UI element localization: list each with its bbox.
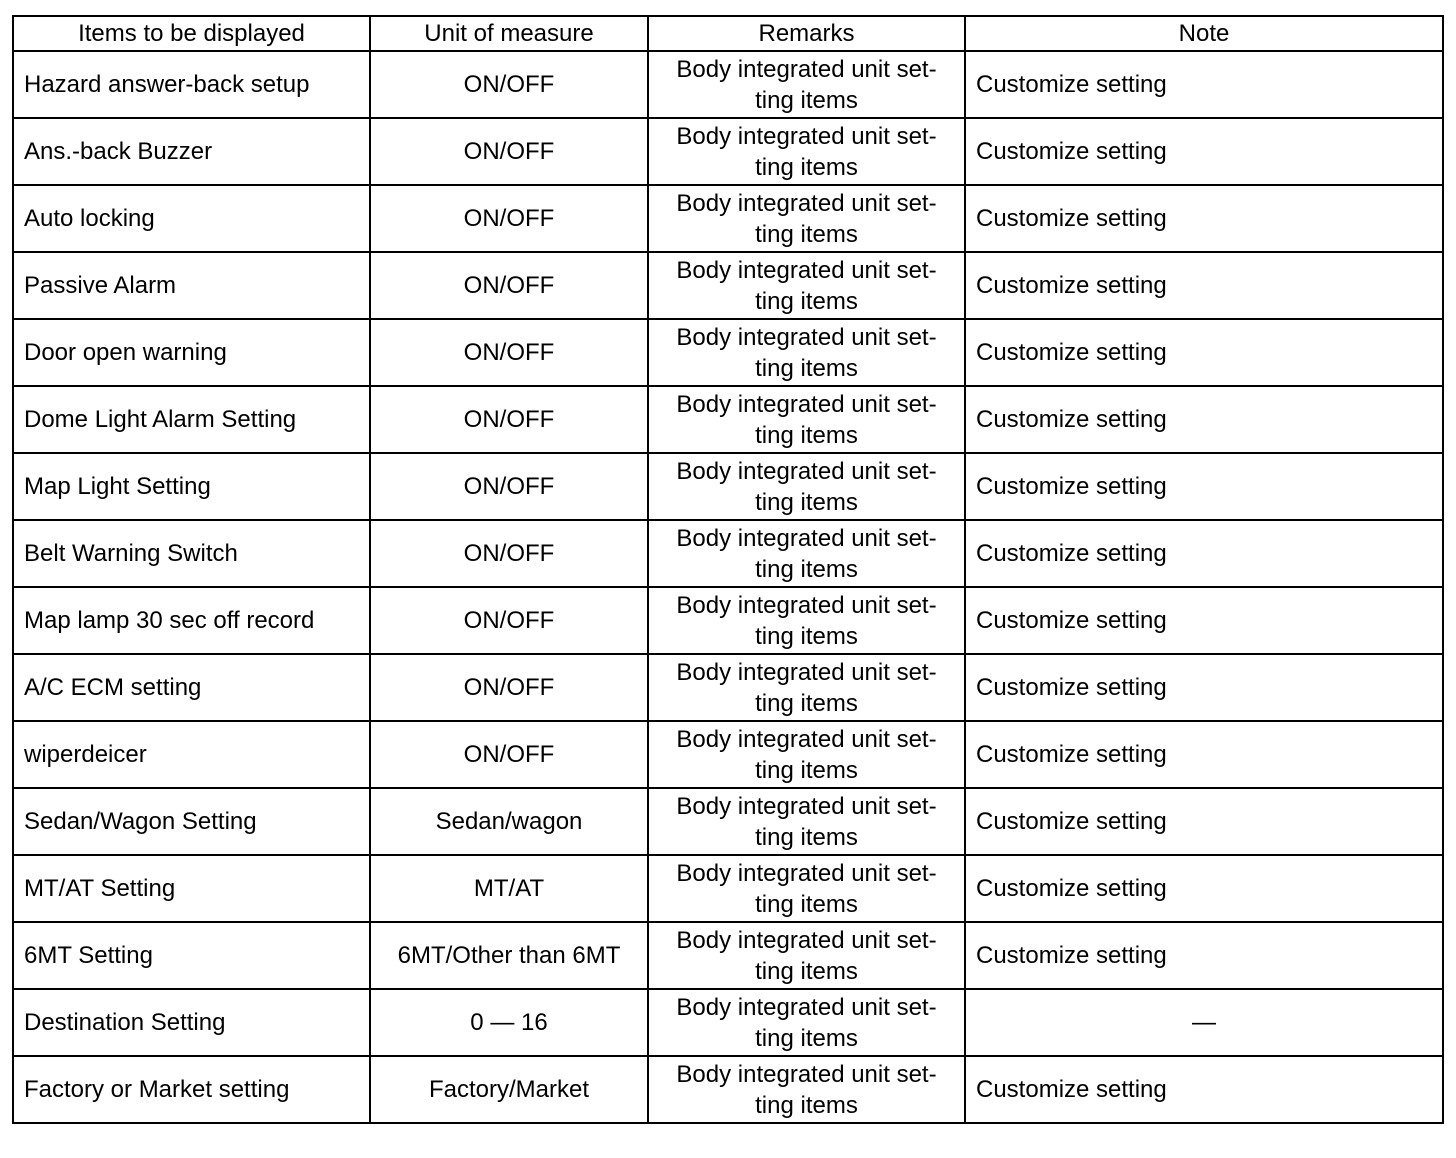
- remarks-cell: [648, 453, 965, 520]
- table-row: [13, 51, 1443, 118]
- table-row: [13, 587, 1443, 654]
- table-row: [13, 788, 1443, 855]
- remarks-cell: [648, 386, 965, 453]
- remarks-line: Body integrated unit set-: [676, 859, 937, 887]
- header-note: Note: [965, 16, 1443, 51]
- remarks-line: ting items: [755, 1024, 858, 1052]
- customize-settings-table: [12, 15, 1444, 1124]
- remarks-line: ting items: [755, 153, 858, 181]
- item-cell: 6MT Setting: [13, 922, 370, 989]
- note-cell: Customize setting: [965, 1056, 1443, 1123]
- table-row: [13, 185, 1443, 252]
- note-cell: Customize setting: [965, 520, 1443, 587]
- table-row: [13, 319, 1443, 386]
- item-cell: Belt Warning Switch: [13, 520, 370, 587]
- remarks-line: Body integrated unit set-: [676, 524, 937, 552]
- header-remarks: Remarks: [648, 16, 965, 51]
- unit-cell: ON/OFF: [370, 453, 648, 520]
- table-row: [13, 721, 1443, 788]
- unit-cell: ON/OFF: [370, 587, 648, 654]
- remarks-line: ting items: [755, 823, 858, 851]
- remarks-line: Body integrated unit set-: [676, 725, 937, 753]
- item-cell: Auto locking: [13, 185, 370, 252]
- item-cell: Hazard answer-back setup: [13, 51, 370, 118]
- table-row: [13, 118, 1443, 185]
- remarks-line: ting items: [755, 354, 858, 382]
- remarks-line: Body integrated unit set-: [676, 792, 937, 820]
- remarks-cell: [648, 185, 965, 252]
- table-row: [13, 1056, 1443, 1123]
- item-cell: Map lamp 30 sec off record: [13, 587, 370, 654]
- remarks-line: ting items: [755, 220, 858, 248]
- note-cell: Customize setting: [965, 654, 1443, 721]
- item-cell: A/C ECM setting: [13, 654, 370, 721]
- remarks-line: ting items: [755, 890, 858, 918]
- remarks-line: Body integrated unit set-: [676, 1060, 937, 1088]
- remarks-line: Body integrated unit set-: [676, 457, 937, 485]
- unit-cell: ON/OFF: [370, 51, 648, 118]
- note-cell: Customize setting: [965, 587, 1443, 654]
- item-cell: Destination Setting: [13, 989, 370, 1056]
- note-cell: Customize setting: [965, 922, 1443, 989]
- note-cell: Customize setting: [965, 386, 1443, 453]
- table-header: [13, 16, 1443, 51]
- note-cell: Customize setting: [965, 118, 1443, 185]
- unit-cell: Sedan/wagon: [370, 788, 648, 855]
- item-cell: Dome Light Alarm Setting: [13, 386, 370, 453]
- unit-cell: ON/OFF: [370, 319, 648, 386]
- unit-cell: ON/OFF: [370, 520, 648, 587]
- remarks-cell: [648, 118, 965, 185]
- unit-cell: 6MT/Other than 6MT: [370, 922, 648, 989]
- remarks-line: Body integrated unit set-: [676, 390, 937, 418]
- remarks-cell: [648, 922, 965, 989]
- remarks-line: Body integrated unit set-: [676, 323, 937, 351]
- remarks-cell: [648, 587, 965, 654]
- remarks-line: ting items: [755, 756, 858, 784]
- remarks-line: ting items: [755, 555, 858, 583]
- header-row: [13, 16, 1443, 51]
- remarks-cell: [648, 520, 965, 587]
- note-cell: Customize setting: [965, 788, 1443, 855]
- note-cell: Customize setting: [965, 252, 1443, 319]
- remarks-cell: [648, 51, 965, 118]
- remarks-cell: [648, 855, 965, 922]
- remarks-line: Body integrated unit set-: [676, 993, 937, 1021]
- note-cell: Customize setting: [965, 51, 1443, 118]
- remarks-line: ting items: [755, 421, 858, 449]
- remarks-line: ting items: [755, 1091, 858, 1119]
- remarks-line: Body integrated unit set-: [676, 122, 937, 150]
- remarks-line: ting items: [755, 622, 858, 650]
- unit-cell: Factory/Market: [370, 1056, 648, 1123]
- item-cell: wiperdeicer: [13, 721, 370, 788]
- table-row: [13, 386, 1443, 453]
- item-cell: Factory or Market setting: [13, 1056, 370, 1123]
- remarks-cell: [648, 721, 965, 788]
- remarks-cell: [648, 654, 965, 721]
- item-cell: Passive Alarm: [13, 252, 370, 319]
- table-row: [13, 453, 1443, 520]
- remarks-line: ting items: [755, 488, 858, 516]
- remarks-cell: [648, 1056, 965, 1123]
- item-cell: MT/AT Setting: [13, 855, 370, 922]
- table-body: [13, 51, 1443, 1123]
- unit-cell: 0 — 16: [370, 989, 648, 1056]
- table-row: [13, 520, 1443, 587]
- remarks-line: Body integrated unit set-: [676, 55, 937, 83]
- item-cell: Map Light Setting: [13, 453, 370, 520]
- item-cell: Door open warning: [13, 319, 370, 386]
- unit-cell: ON/OFF: [370, 185, 648, 252]
- table-row: [13, 922, 1443, 989]
- item-cell: Ans.-back Buzzer: [13, 118, 370, 185]
- remarks-line: ting items: [755, 689, 858, 717]
- table-row: [13, 855, 1443, 922]
- remarks-cell: [648, 319, 965, 386]
- remarks-cell: [648, 252, 965, 319]
- unit-cell: ON/OFF: [370, 252, 648, 319]
- header-unit-of-measure: Unit of measure: [370, 16, 648, 51]
- customize-settings-sheet: [12, 15, 1444, 1124]
- note-cell: Customize setting: [965, 319, 1443, 386]
- table-row: [13, 989, 1443, 1056]
- remarks-cell: [648, 989, 965, 1056]
- item-cell: Sedan/Wagon Setting: [13, 788, 370, 855]
- note-cell: Customize setting: [965, 855, 1443, 922]
- remarks-line: Body integrated unit set-: [676, 926, 937, 954]
- unit-cell: ON/OFF: [370, 654, 648, 721]
- remarks-line: ting items: [755, 957, 858, 985]
- unit-cell: ON/OFF: [370, 118, 648, 185]
- remarks-line: ting items: [755, 86, 858, 114]
- note-cell: —: [965, 989, 1443, 1056]
- note-cell: Customize setting: [965, 721, 1443, 788]
- remarks-line: Body integrated unit set-: [676, 658, 937, 686]
- remarks-cell: [648, 788, 965, 855]
- unit-cell: MT/AT: [370, 855, 648, 922]
- remarks-line: Body integrated unit set-: [676, 256, 937, 284]
- header-items-to-be-displayed: Items to be displayed: [13, 16, 370, 51]
- remarks-line: ting items: [755, 287, 858, 315]
- note-cell: Customize setting: [965, 185, 1443, 252]
- unit-cell: ON/OFF: [370, 721, 648, 788]
- table-row: [13, 654, 1443, 721]
- remarks-line: Body integrated unit set-: [676, 189, 937, 217]
- note-cell: Customize setting: [965, 453, 1443, 520]
- table-row: [13, 252, 1443, 319]
- unit-cell: ON/OFF: [370, 386, 648, 453]
- remarks-line: Body integrated unit set-: [676, 591, 937, 619]
